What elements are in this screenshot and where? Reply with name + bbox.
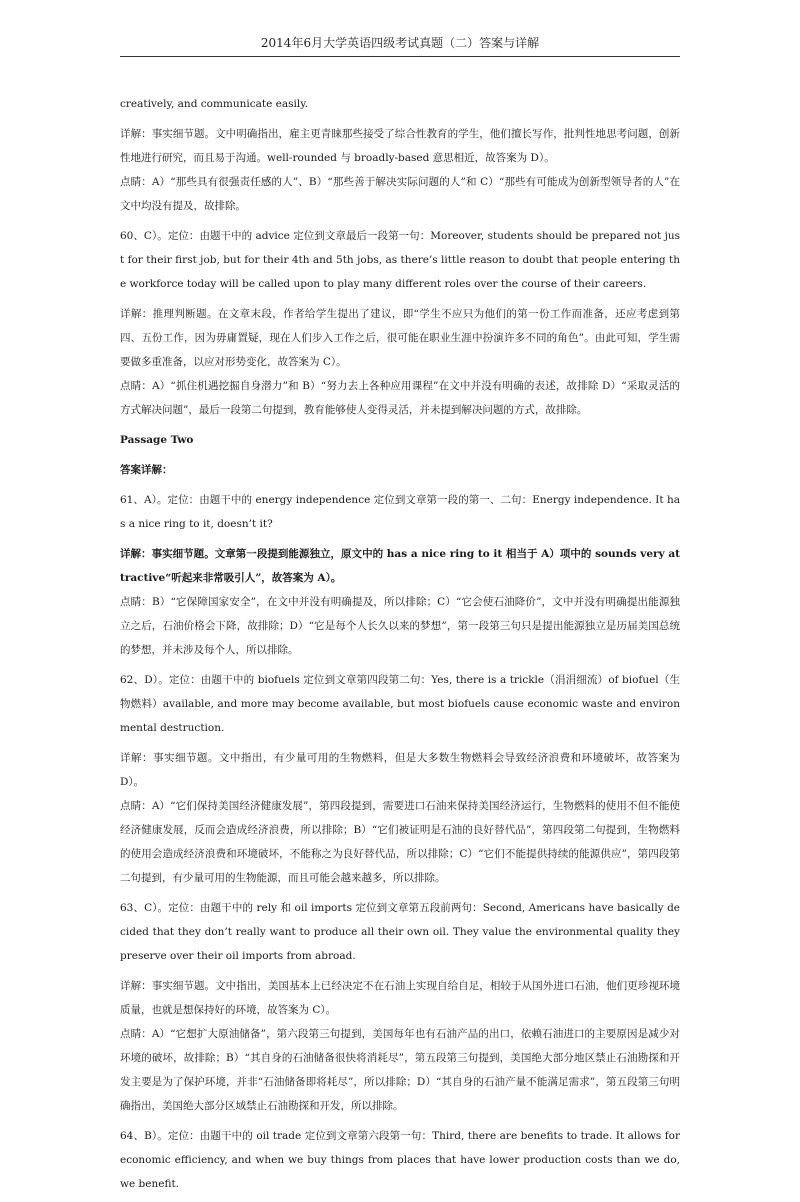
page-header: 2014年6月大学英语四级考试真题（二）答案与详解 [260, 36, 540, 50]
paragraph-q64-locate: 64、B）。定位：由题干中的 oil trade 定位到文章第六段第一句：Third, there are benefits to trade. It allows for economic efficiency, and when we buy things from places that have lower production costs than we do, we benefit. [120, 1130, 680, 1190]
paragraph-q62-note: 点睛：A）“它们保持美国经济健康发展”，第四段提到，需要进口石油来保持美国经济运行，生物燃料的使用不但不能使经济健康发展，反而会造成经济浪费，所以排除；B）“它们被证明是石油的良好替代品”，第四段第二句提到，生物燃料的使用会造成经济浪费和环境破坏，不能称之为良好替代品，所以排除；C）“它们不能提供持续的能源供应”，第四段第二句提到，有少量可用的生物能源，而且可能会越来越多，所以排除。 [120, 800, 680, 884]
paragraph-q63-locate: 63、C）。定位：由题干中的 rely 和 oil imports 定位到文章第五段前两句：Second, Americans have basically decided that they don’t really want to produce all their own oil. They value the environmental quality they preserve over their oil imports from abroad. [120, 902, 680, 962]
answers-title: 答案详解： [120, 464, 173, 476]
header-divider [120, 56, 680, 57]
paragraph-q62-locate: 62、D）。定位：由题干中的 biofuels 定位到文章第四段第二句：Yes, there is a trickle（涓涓细流）of biofuel（生物燃料）available, and more may become available, but most biofuels cause economic waste and environmental destruction. [120, 674, 680, 734]
paragraph-q62-explanation: 详解：事实细节题。文中指出，有少量可用的生物燃料，但是大多数生物燃料会导致经济浪费和环境破坏，故答案为 D）。 [120, 752, 680, 788]
paragraph-q60-note: 点睛：A）“抓住机遇挖掘自身潜力”和 B）“努力去上各种应用课程”在文中并没有明确的表述，故排除 D）“采取灵活的方式解决问题”，最后一段第二句提到，教育能够使人变得灵活，并未提到解决问题的方式，故排除。 [120, 380, 680, 416]
paragraph-q61-locate: 61、A）。定位：由题干中的 energy independence 定位到文章第一段的第一、二句：Energy independence. It has a nice ring to it, doesn’t it? [120, 494, 680, 530]
paragraph-q63-explanation: 详解：事实细节题。文中指出，美国基本上已经决定不在石油上实现自给自足，相较于从国外进口石油，他们更珍视环境质量，也就是想保持好的环境，故答案为 C）。 [120, 980, 680, 1016]
paragraph-q60-explanation: 详解：推理判断题。在文章末段，作者给学生提出了建议，即“学生不应只为他们的第一份工作而准备，还应考虑到第四、五份工作，因为毋庸置疑，现在人们步入工作之后，很可能在职业生涯中扮演许多不同的角色”。由此可知，学生需要做多重准备，以应对形势变化，故答案为 C）。 [120, 308, 680, 368]
paragraph-q59-explanation: 详解：事实细节题。文中明确指出，雇主更青睐那些接受了综合性教育的学生，他们擅长写作，批判性地思考问题，创新性地进行研究，而且易于沟通。well-rounded 与 broadly-based 意思相近，故答案为 D）。 [120, 128, 680, 164]
paragraph-q59-note: 点睛：A）“那些具有很强责任感的人”、B）“那些善于解决实际问题的人”和 C）“那些有可能成为创新型领导者的人”在文中均没有提及，故排除。 [120, 176, 680, 212]
paragraph-q61-note: 点睛：B）“它保障国家安全”，在文中并没有明确提及，所以排除；C）“它会使石油降价”，文中并没有明确提出能源独立之后，石油价格会下降，故排除；D）“它是每个人长久以来的梦想”，第一段第三句只是提出能源独立是历届美国总统的梦想，并未涉及每个人，所以排除。 [120, 596, 680, 656]
paragraph-q63-note: 点睛：A）“它想扩大原油储备”，第六段第三句提到，美国每年也有石油产品的出口，依赖石油进口的主要原因是减少对环境的破坏，故排除；B）“其自身的石油储备很快将消耗尽”，第五段第三句提到，美国绝大部分地区禁止石油勘探和开发主要是为了保护环境，并非“石油储备即将耗尽”，所以排除；D）“其自身的石油产量不能满足需求”，第五段第三句明确指出，美国绝大部分区域禁止石油勘探和开发，所以排除。 [120, 1028, 680, 1112]
paragraph-continuation: creatively, and communicate easily. [120, 98, 309, 110]
paragraph-q60-locate: 60、C）。定位：由题干中的 advice 定位到文章最后一段第一句：Moreover, students should be prepared not just for their first job, but for their 4th and 5th jobs, as there’s little reason to doubt that people entering the workforce today will be called upon to play many different roles over the course of their careers. [120, 230, 680, 290]
paragraph-q61-explanation: 详解：事实细节题。文章第一段提到能源独立，原文中的 has a nice ring to it 相当于 A）项中的 sounds very attractive“听起来非常吸引人”，故答案为 A）。 [120, 548, 680, 584]
page-content [120, 92, 680, 1202]
passage-two-title: Passage Two [120, 434, 194, 446]
